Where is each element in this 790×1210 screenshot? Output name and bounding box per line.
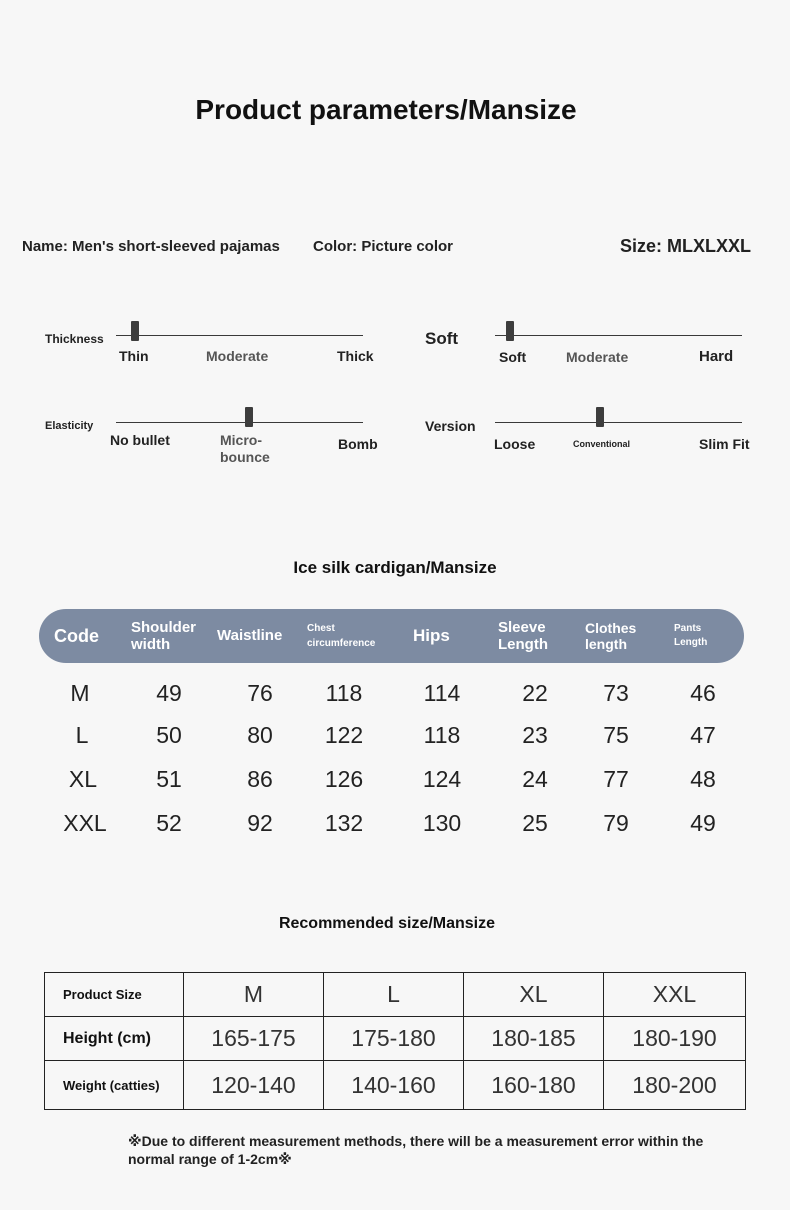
table-row	[45, 973, 746, 1017]
softness-label: Soft	[425, 329, 459, 348]
cell-value: 52	[156, 810, 182, 836]
elasticity-option: Micro-bounce	[220, 432, 270, 465]
thickness-label: Thickness	[45, 332, 104, 346]
cell-value: 114	[423, 680, 461, 706]
table-cell: 140-160	[324, 1061, 464, 1110]
row-label: Weight (catties)	[45, 1061, 184, 1110]
cell-value: 25	[522, 810, 548, 836]
cell-value: 80	[247, 722, 273, 748]
column-header: Pants Length	[674, 623, 708, 648]
size-chart-row	[0, 766, 790, 806]
elasticity-option: No bullet	[110, 432, 170, 448]
cell-value: 48	[690, 766, 716, 792]
thickness-option: Moderate	[206, 348, 269, 364]
cell-value: 24	[522, 766, 548, 792]
table-cell: 160-180	[464, 1061, 604, 1110]
column-header: Chest circumference	[307, 623, 376, 649]
size-chart-row	[0, 722, 790, 762]
cell-value: 75	[603, 722, 629, 748]
recommended-size-table	[44, 972, 746, 1110]
column-header: Sleeve Length	[498, 618, 548, 653]
softness-marker	[506, 321, 514, 341]
column-header: Hips	[413, 626, 450, 646]
cell-value: 122	[324, 722, 364, 748]
column-header: Waistline	[217, 627, 283, 645]
version-option: Slim Fit	[699, 436, 750, 452]
cell-value: 79	[603, 810, 629, 836]
size-code: L	[75, 722, 89, 748]
table-row	[45, 1061, 746, 1110]
softness-option: Hard	[699, 348, 734, 365]
thickness-option: Thin	[119, 348, 149, 364]
cell-value: 92	[247, 810, 273, 836]
cell-value: 124	[422, 766, 462, 792]
cell-value: 22	[522, 680, 548, 706]
size-chart-title: Ice silk cardigan/Mansize	[293, 558, 497, 577]
softness-option: Soft	[499, 349, 527, 365]
measurement-note: ※Due to different measurement methods, there will be a measurement error within the normal range of 1-2cm※	[128, 1133, 704, 1167]
cell-value: 47	[690, 722, 716, 748]
table-cell: 165-175	[184, 1017, 324, 1061]
table-cell: XL	[464, 973, 604, 1017]
column-header: Code	[54, 625, 99, 646]
thickness-option: Thick	[337, 348, 374, 364]
cell-value: 23	[522, 722, 548, 748]
size-code: XXL	[63, 810, 107, 836]
cell-value: 73	[603, 680, 629, 706]
version-label: Version	[425, 418, 476, 434]
product-color: Color: Picture color	[313, 238, 454, 255]
cell-value: 130	[422, 810, 462, 836]
column-header: Shoulder width	[131, 618, 197, 653]
recommended-title: Recommended size/Mansize	[278, 915, 496, 932]
table-cell: 120-140	[184, 1061, 324, 1110]
version-marker	[596, 407, 604, 427]
softness-track	[495, 335, 742, 336]
column-header: Clothes length	[585, 619, 637, 652]
cell-value: 77	[603, 766, 629, 792]
table-cell: 180-200	[604, 1061, 746, 1110]
elasticity-track	[116, 422, 363, 423]
elasticity-option: Bomb	[338, 436, 378, 452]
thickness-track	[116, 335, 363, 336]
version-track	[495, 422, 742, 423]
page-title: Product parameters/Mansize	[195, 94, 577, 125]
cell-value: 49	[690, 810, 716, 836]
cell-value: 132	[324, 810, 364, 836]
elasticity-label: Elasticity	[45, 420, 94, 432]
size-chart-header	[39, 609, 744, 663]
version-option: Loose	[494, 436, 536, 452]
cell-value: 118	[423, 722, 461, 748]
table-cell: 180-185	[464, 1017, 604, 1061]
softness-option: Moderate	[566, 349, 629, 365]
size-chart-row	[0, 810, 790, 850]
size-code: XL	[68, 766, 98, 792]
elasticity-marker	[245, 407, 253, 427]
cell-value: 51	[156, 766, 182, 792]
table-cell: XXL	[604, 973, 746, 1017]
cell-value: 76	[247, 680, 273, 706]
cell-value: 46	[690, 680, 716, 706]
product-sizes: Size: MLXLXXL	[620, 236, 752, 256]
table-cell: 175-180	[324, 1017, 464, 1061]
cell-value: 86	[247, 766, 273, 792]
cell-value: 126	[324, 766, 364, 792]
row-label: Height (cm)	[45, 1017, 184, 1061]
cell-value: 49	[156, 680, 182, 706]
table-cell: 180-190	[604, 1017, 746, 1061]
version-option: Conventional	[573, 439, 631, 449]
size-chart-row	[0, 680, 790, 720]
row-label: Product Size	[45, 973, 184, 1017]
table-cell: M	[184, 973, 324, 1017]
table-row	[45, 1017, 746, 1061]
table-cell: L	[324, 973, 464, 1017]
cell-value: 50	[156, 722, 182, 748]
thickness-marker	[131, 321, 139, 341]
product-name: Name: Men's short-sleeved pajamas	[22, 238, 280, 255]
size-code: M	[70, 680, 90, 706]
cell-value: 118	[325, 680, 363, 706]
